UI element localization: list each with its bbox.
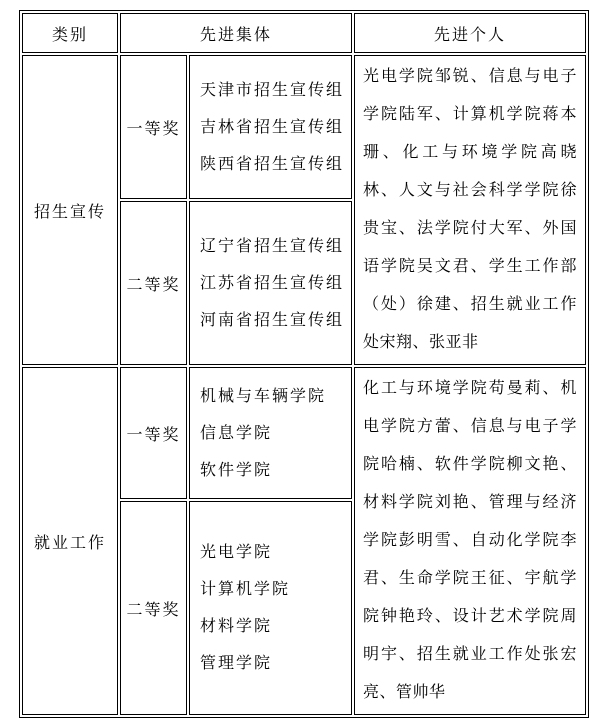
category-admissions-label: 招生宣传 — [22, 55, 118, 365]
employment-first-prize-groups — [189, 367, 352, 499]
group-name: 信息学院 — [200, 424, 273, 442]
admissions-second-prize-groups — [189, 201, 352, 365]
group-name: 辽宁省招生宣传组 — [200, 237, 345, 255]
employment-first-prize-label: 一等奖 — [120, 367, 187, 499]
awards-table — [19, 10, 589, 718]
group-name: 材料学院 — [200, 618, 273, 636]
group-name: 光电学院 — [200, 544, 273, 562]
row-employment-first-prize — [22, 367, 586, 499]
group-name: 管理学院 — [200, 655, 273, 673]
category-employment-label: 就业工作 — [22, 367, 118, 715]
admissions-first-prize-label: 一等奖 — [120, 55, 187, 199]
group-name: 河南省招生宣传组 — [200, 311, 345, 329]
group-name: 计算机学院 — [200, 581, 291, 599]
group-name: 机械与车辆学院 — [200, 387, 327, 405]
header-collective: 先进集体 — [120, 13, 352, 53]
admissions-first-prize-groups — [189, 55, 352, 199]
group-name: 吉林省招生宣传组 — [200, 118, 345, 136]
header-category: 类别 — [22, 13, 118, 53]
employment-individuals-text: 化工与环境学院苟曼莉、机电学院方蕾、信息与电子学院哈楠、软件学院柳文艳、材料学院刘艳、管理与经济学院彭明雪、自动化学院李君、生命学院王征、宇航学院钟艳玲、设计艺术学院周明宇、招生就业工作处张宏亮、管帅华 — [354, 367, 586, 715]
employment-second-prize-groups — [189, 501, 352, 715]
group-name: 陕西省招生宣传组 — [200, 155, 345, 173]
group-name: 江苏省招生宣传组 — [200, 274, 345, 292]
admissions-second-prize-label: 二等奖 — [120, 201, 187, 365]
group-name: 软件学院 — [200, 461, 273, 479]
admissions-individuals-text: 光电学院邹锐、信息与电子学院陆军、计算机学院蒋本珊、化工与环境学院高晓林、人文与社会科学学院徐贵宝、法学院付大军、外国语学院吴文君、学生工作部（处）徐建、招生就业工作处宋翔、张亚非 — [354, 55, 586, 365]
group-name: 天津市招生宣传组 — [200, 81, 345, 99]
row-admissions-first-prize — [22, 55, 586, 199]
employment-second-prize-label: 二等奖 — [120, 501, 187, 715]
header-row — [22, 13, 586, 53]
header-individual: 先进个人 — [354, 13, 586, 53]
